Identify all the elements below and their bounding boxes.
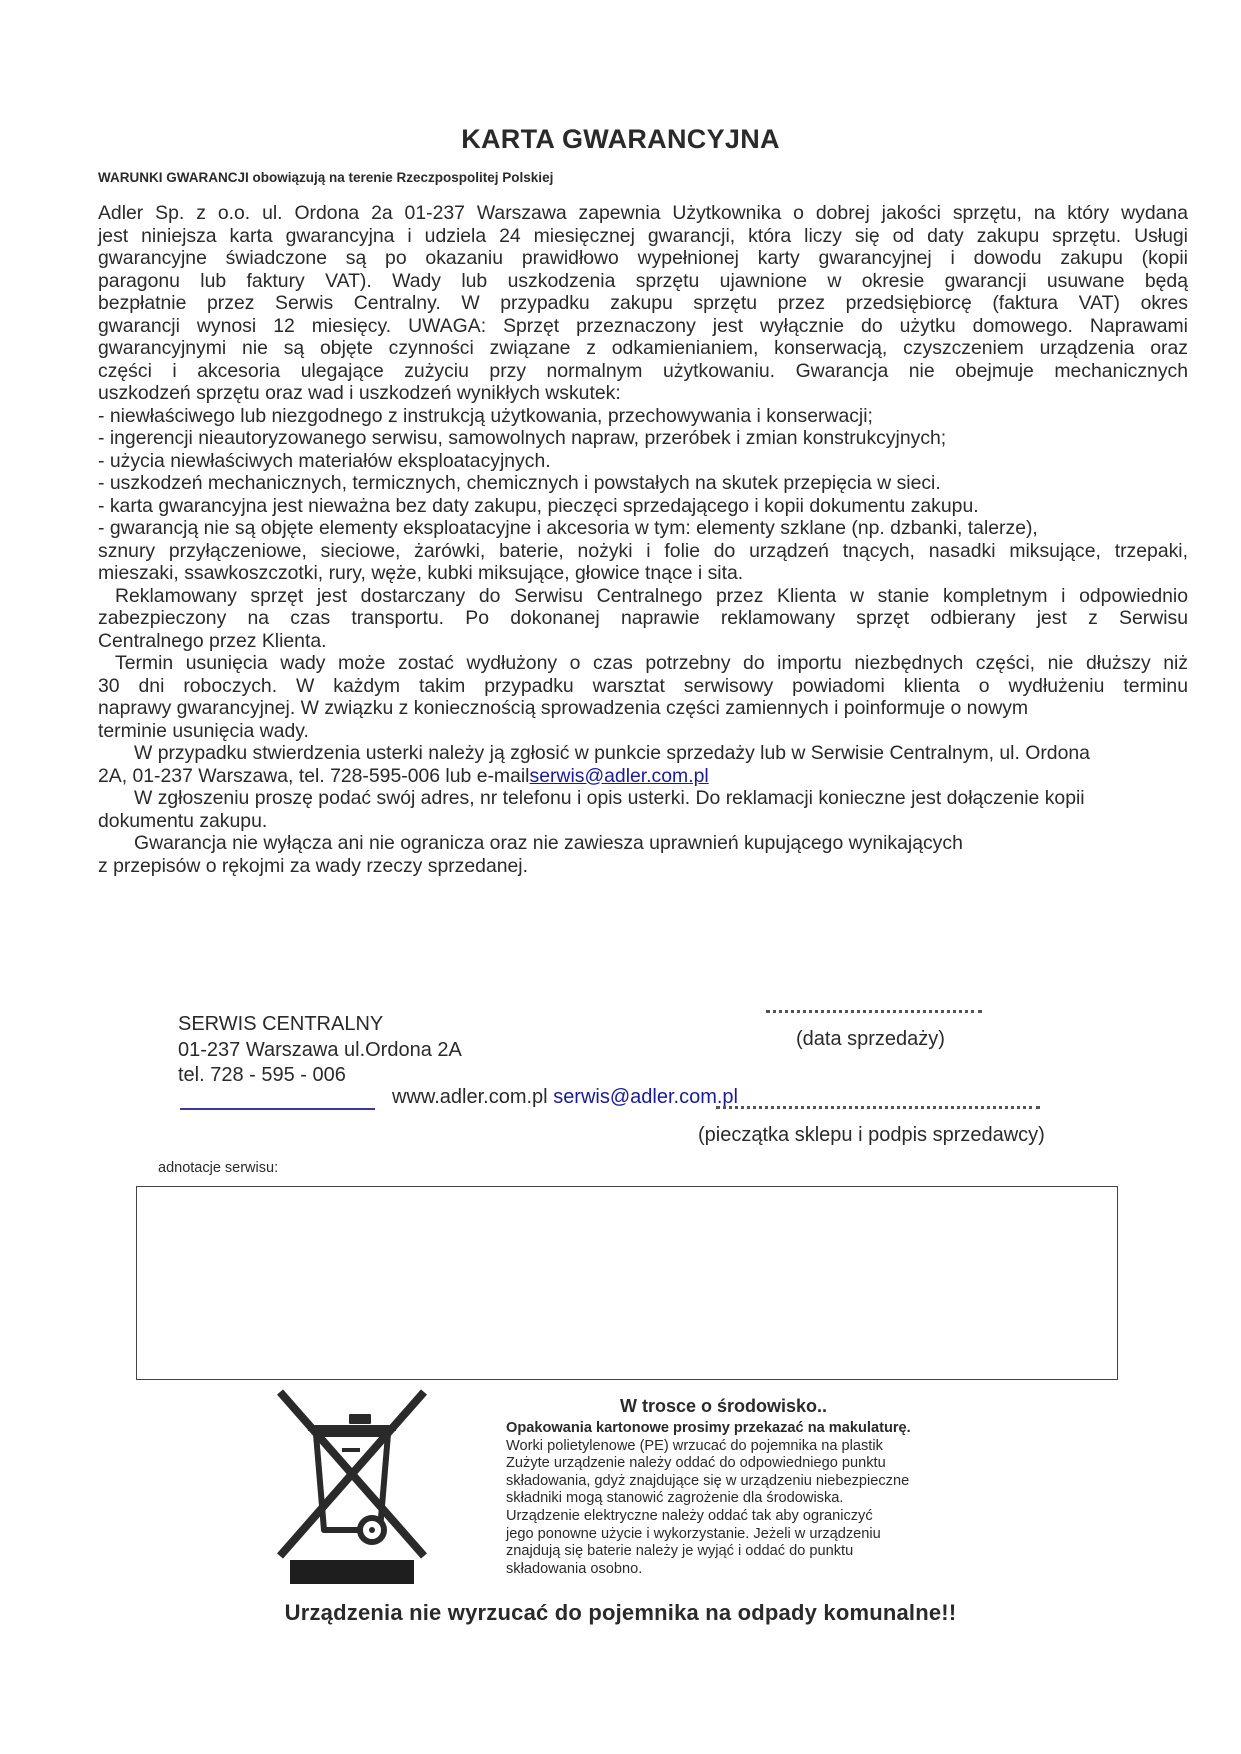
environment-line: składowania osobno.: [506, 1560, 643, 1577]
terms-line: naprawy gwarancyjnej. W związku z koniecznością sprowadzenia części zamiennych i poinformuje o nowym: [98, 697, 1029, 719]
terms-line: gwarancji wynosi 12 miesięcy. UWAGA: Sprzęt przeznaczony jest wyłącznie do użytku domowego. Naprawami: [98, 314, 1188, 337]
environment-line: znajdują się baterie należy je wyjąć i oddać do punktu: [506, 1543, 854, 1560]
exclusion-item: - karta gwarancyjna jest nieważna bez daty zakupu, pieczęci sprzedającego i kopii dokumentu zakupu.: [98, 494, 979, 517]
terms-line-text: 2A, 01-237 Warszawa, tel. 728-595-006 lub e-mail: [98, 764, 530, 787]
warranty-conditions-subtitle: WARUNKI GWARANCJI obowiązują na terenie Rzeczpospolitej Polskiej: [98, 170, 554, 185]
shop-stamp-label: (pieczątka sklepu i podpis sprzedawcy): [698, 1124, 1045, 1146]
terms-line: dokumentu zakupu.: [98, 809, 268, 832]
website-link[interactable]: www.adler.com.pl: [392, 1086, 548, 1108]
terms-line: Gwarancja nie wyłącza ani nie ogranicza oraz nie zawiesza uprawnień kupującego wynikających: [134, 832, 963, 854]
terms-line: terminie usunięcia wady.: [98, 719, 309, 742]
terms-line: gwarancyjnymi nie są objęte czynności związane z odkamienianiem, konserwacją, czyszczeniem urządzenia oraz: [98, 337, 1188, 359]
environment-text: [506, 1420, 1026, 1578]
service-annotations-label: adnotacje serwisu:: [158, 1160, 279, 1176]
exclusion-item: - uszkodzeń mechanicznych, termicznych, chemicznych i powstałych na skutek przepięcia w sieci.: [98, 472, 941, 494]
terms-line: 30 dni roboczych. W każdym takim przypadku warsztat serwisowy powiadomi klienta o wydłużeniu terminu: [98, 674, 1188, 697]
service-phone: tel. 728 - 595 - 006: [178, 1064, 346, 1086]
sale-date-label: (data sprzedaży): [796, 1028, 945, 1050]
service-address: 01-237 Warszawa ul.Ordona 2A: [178, 1038, 462, 1061]
sale-date-field[interactable]: [766, 1010, 982, 1013]
service-email-link[interactable]: serwis@adler.com.pl: [529, 764, 709, 787]
service-annotations-box[interactable]: [136, 1186, 1118, 1380]
warranty-terms: [98, 202, 1188, 877]
environment-line: Urządzenie elektryczne należy oddać tak aby ograniczyć: [506, 1507, 873, 1524]
weee-crossed-bin-icon: [272, 1388, 432, 1584]
terms-line: bezpłatnie przez Serwis Centralny. W przypadku zakupu sprzętu przez przedsiębiorcę (faktura VAT) okres: [98, 292, 1188, 314]
terms-line: Adler Sp. z o.o. ul. Ordona 2a 01-237 Warszawa zapewnia Użytkownika o dobrej jakości sprzętu, na który wydana: [98, 202, 1188, 224]
service-web-contact: [392, 1086, 738, 1109]
terms-line: [98, 765, 1188, 788]
exclusion-item: sznury przyłączeniowe, sieciowe, żarówki, baterie, nożyki i folie do urządzeń tnących, nasadki miksujące, trzepaki,: [98, 539, 1188, 562]
terms-line: Reklamowany sprzęt jest dostarczany do Serwisu Centralnego przez Klienta w stanie kompletnym i odpowiednio: [115, 584, 1188, 607]
environment-line: jego ponowne użycie i wykorzystanie. Jeżeli w urządzeniu: [506, 1525, 881, 1542]
signature-line: [180, 1108, 375, 1110]
terms-line: W przypadku stwierdzenia usterki należy ją zgłosić w punkcie sprzedaży lub w Serwisie Centralnym, ul. Ordona: [134, 742, 1090, 764]
shop-stamp-field[interactable]: [716, 1106, 1040, 1109]
service-name: SERWIS CENTRALNY: [178, 1013, 384, 1035]
environment-line: Zużyte urządzenie należy oddać do odpowiedniego punktu: [506, 1455, 886, 1472]
terms-line: jest niniejsza karta gwarancyjna i udziela 24 miesięcznej gwarancji, która liczy się od daty zakupu sprzętu. Usługi: [98, 224, 1188, 247]
email-link[interactable]: serwis@adler.com.pl: [553, 1086, 738, 1108]
terms-line: Termin usunięcia wady może zostać wydłużony o czas potrzebny do importu niezbędnych części, nie dłuższy niż: [115, 652, 1188, 674]
environment-title: W trosce o środowisko..: [620, 1396, 828, 1416]
environment-line: Worki polietylenowe (PE) wrzucać do pojemnika na plastik: [506, 1437, 883, 1454]
disposal-warning: Urządzenia nie wyrzucać do pojemnika na odpady komunalne!!: [284, 1600, 957, 1625]
terms-line: Centralnego przez Klienta.: [98, 629, 327, 652]
exclusion-item: - niewłaściwego lub niezgodnego z instrukcją użytkowania, przechowywania i konserwacji;: [98, 404, 873, 427]
terms-line: W zgłoszeniu proszę podać swój adres, nr telefonu i opis usterki. Do reklamacji konieczne jest dołączenie kopii: [134, 787, 1085, 809]
exclusion-item: mieszaki, ssawkoszczotki, rury, węże, kubki miksujące, głowice tnące i sita.: [98, 562, 744, 584]
page-title: KARTA GWARANCYJNA: [461, 124, 780, 154]
terms-line: części i akcesoria ulegające zużyciu przy normalnym użytkowaniu. Gwarancja nie obejmuje mechanicznych: [98, 359, 1188, 382]
service-contact: [178, 1012, 462, 1089]
terms-line: zabezpieczony na czas transportu. Po dokonanej naprawie reklamowany sprzęt odbierany jest z Serwisu: [98, 607, 1188, 629]
environment-line: Opakowania kartonowe prosimy przekazać na makulaturę.: [506, 1420, 911, 1436]
terms-line: paragonu lub faktury VAT). Wady lub uszkodzenia sprzętu ujawnione w okresie gwarancji usuwane będą: [98, 269, 1188, 292]
environment-line: składniki mogą stanowić zagrożenie dla środowiska.: [506, 1490, 844, 1507]
exclusion-item: - ingerencji nieautoryzowanego serwisu, samowolnych napraw, przeróbek i zmian konstrukcyjnych;: [98, 427, 947, 449]
terms-line: z przepisów o rękojmi za wady rzeczy sprzedanej.: [98, 854, 528, 877]
environment-line: składowania, gdyż znajdujące się w urządzeniu niebezpieczne: [506, 1472, 910, 1489]
terms-line: uszkodzeń sprzętu oraz wad i uszkodzeń wynikłych wskutek:: [98, 382, 621, 404]
terms-line: gwarancyjne świadczone są po okazaniu prawidłowo wypełnionej karty gwarancyjnej i dowodu zakupu (kopii: [98, 247, 1188, 269]
exclusion-item: - gwarancją nie są objęte elementy eksploatacyjne i akcesoria w tym: elementy szklane (np. dzbanki, talerze),: [98, 517, 1038, 539]
exclusion-item: - użycia niewłaściwych materiałów eksploatacyjnych.: [98, 449, 551, 472]
